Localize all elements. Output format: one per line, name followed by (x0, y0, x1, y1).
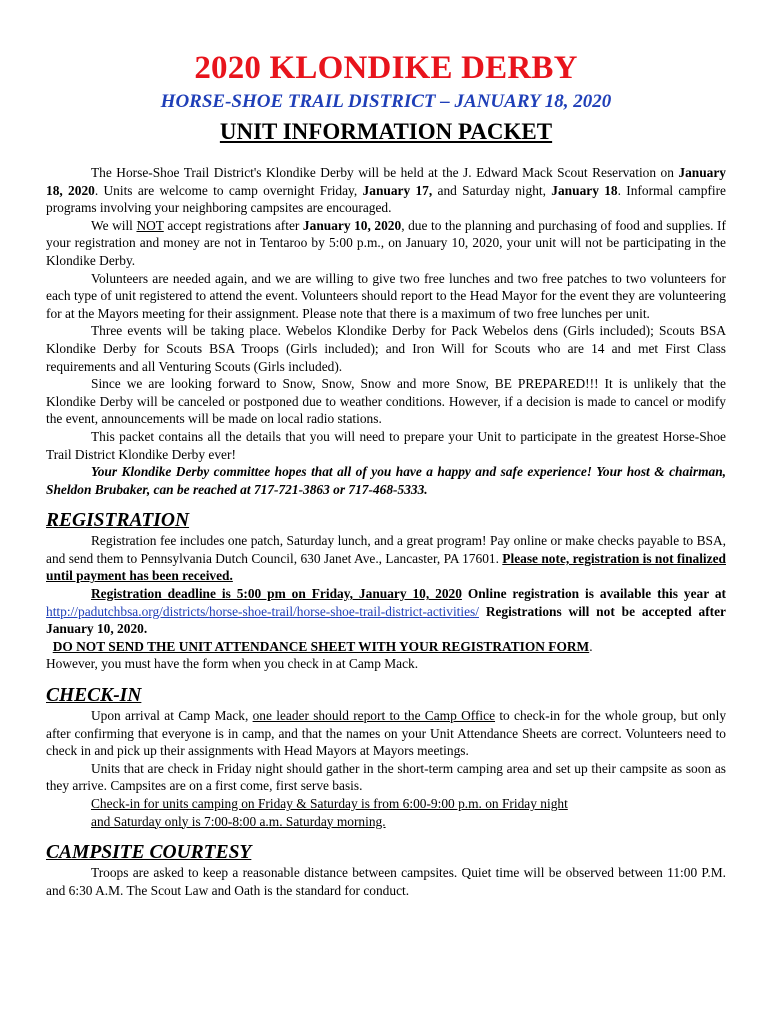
intro-paragraph: Since we are looking forward to Snow, Snow, Snow and more Snow, BE PREPARED!!! It is unlikely that the Klondike Derby will be canceled or postponed due to weather conditions. However, if a decision is made to cancel or modify the event, announcements will be made on local radio stations. (46, 376, 726, 427)
courtesy-paragraph: Troops are asked to keep a reasonable distance between campsites. Quiet time will be observed between 11:00 P.M. and 6:30 A.M. The Scout Law and Oath is the standard for conduct. (46, 865, 726, 898)
document-page (46, 48, 726, 899)
intro-paragraph: This packet contains all the details that you will need to prepare your Unit to participate in the greatest Horse-Shoe Trail District Klondike Derby ever! (46, 428, 726, 462)
page-subtitle: HORSE-SHOE TRAIL DISTRICT – JANUARY 18, 2020 (160, 91, 612, 112)
section-heading-checkin: CHECK-IN (46, 685, 142, 707)
registration-paragraph: Registration deadline is 5:00 pm on Friday, January 10, 2020 Online registration is available this year at http://padutchbsa.org/districts/horse-shoe-trail/horse-shoe-trail-district-activities/ Registrations will not be accepted after January 10, 2020. (46, 586, 726, 637)
registration-paragraph: DO NOT SEND THE UNIT ATTENDANCE SHEET WITH YOUR REGISTRATION FORM. However, you must have the form when you check in at Camp Mack. (46, 638, 593, 672)
courtesy-section (46, 864, 726, 899)
intro-paragraph: The Horse-Shoe Trail District's Klondike Derby will be held at the J. Edward Mack Scout Reservation on January 18, 2020. Units are welcome to camp overnight Friday, January 17, and Saturday night, January 18. Informal campfire programs involving your neighboring campsites are encouraged. (46, 165, 727, 216)
section-heading-registration: REGISTRATION (46, 510, 190, 532)
host-contact-paragraph: Your Klondike Derby committee hopes that all of you have a happy and safe experience! Your host & chairman, Sheldon Brubaker, can be reached at 717-721-3863 or 717-468-5333. (46, 464, 726, 497)
section-heading-courtesy: CAMPSITE COURTESY (46, 842, 252, 864)
registration-section (46, 532, 726, 673)
intro-section (46, 164, 726, 498)
checkin-times: Check-in for units camping on Friday & Saturday is from 6:00-9:00 p.m. on Friday night and Saturday only is 7:00-8:00 a.m. Saturday morning. (91, 796, 568, 829)
intro-paragraph: We will NOT accept registrations after January 10, 2020, due to the planning and purchasing of food and supplies. If your registration and money are not in Tentaroo by 5:00 p.m., on January 10, 2020, your unit will not be participating in the Klondike Derby. (46, 217, 726, 268)
checkin-paragraph: Units that are check in Friday night should gather in the short-term camping area and set up their campsite as soon as they arrive. Campsites are on a first come, first serve basis. (46, 760, 726, 794)
intro-paragraph: Three events will be taking place. Webelos Klondike Derby for Pack Webelos dens (Girls included); Scouts BSA Klondike Derby for Scouts BSA Troops (Girls included); and Iron Will for Scouts who are 14 and met First Class requirements and all Venturing Scouts (Girls included). (46, 323, 726, 374)
registration-paragraph: Registration fee includes one patch, Saturday lunch, and a great program! Pay online or make checks payable to BSA, and send them to Pennsylvania Dutch Council, 630 Janet Ave., Lancaster, PA 17601. Please note, registration is not finalized until payment has been received. (46, 533, 726, 584)
registration-link[interactable]: http://padutchbsa.org/districts/horse-shoe-trail/horse-shoe-trail-district-activities/ (46, 603, 479, 619)
checkin-section (46, 707, 726, 830)
checkin-paragraph: Upon arrival at Camp Mack, one leader should report to the Camp Office to check-in for the whole group, but only after confirming that everyone is in camp, and that the names on your Unit Attendance Sheets are correct. Volunteers need to check in and pick up their assignments with Head Mayors at Mayors meetings. (46, 708, 727, 759)
page-title: 2020 KLONDIKE DERBY (194, 50, 578, 86)
intro-paragraph: Volunteers are needed again, and we are willing to give two free lunches and two free patches to two volunteers for each type of unit registered to attend the event. Volunteers should report to the Head Mayor for the event they are volunteering for at the Mayors meeting for their assignment. Please note that there is a maximum of two free lunches per unit. (46, 270, 726, 321)
packet-title: UNIT INFORMATION PACKET (219, 119, 553, 144)
